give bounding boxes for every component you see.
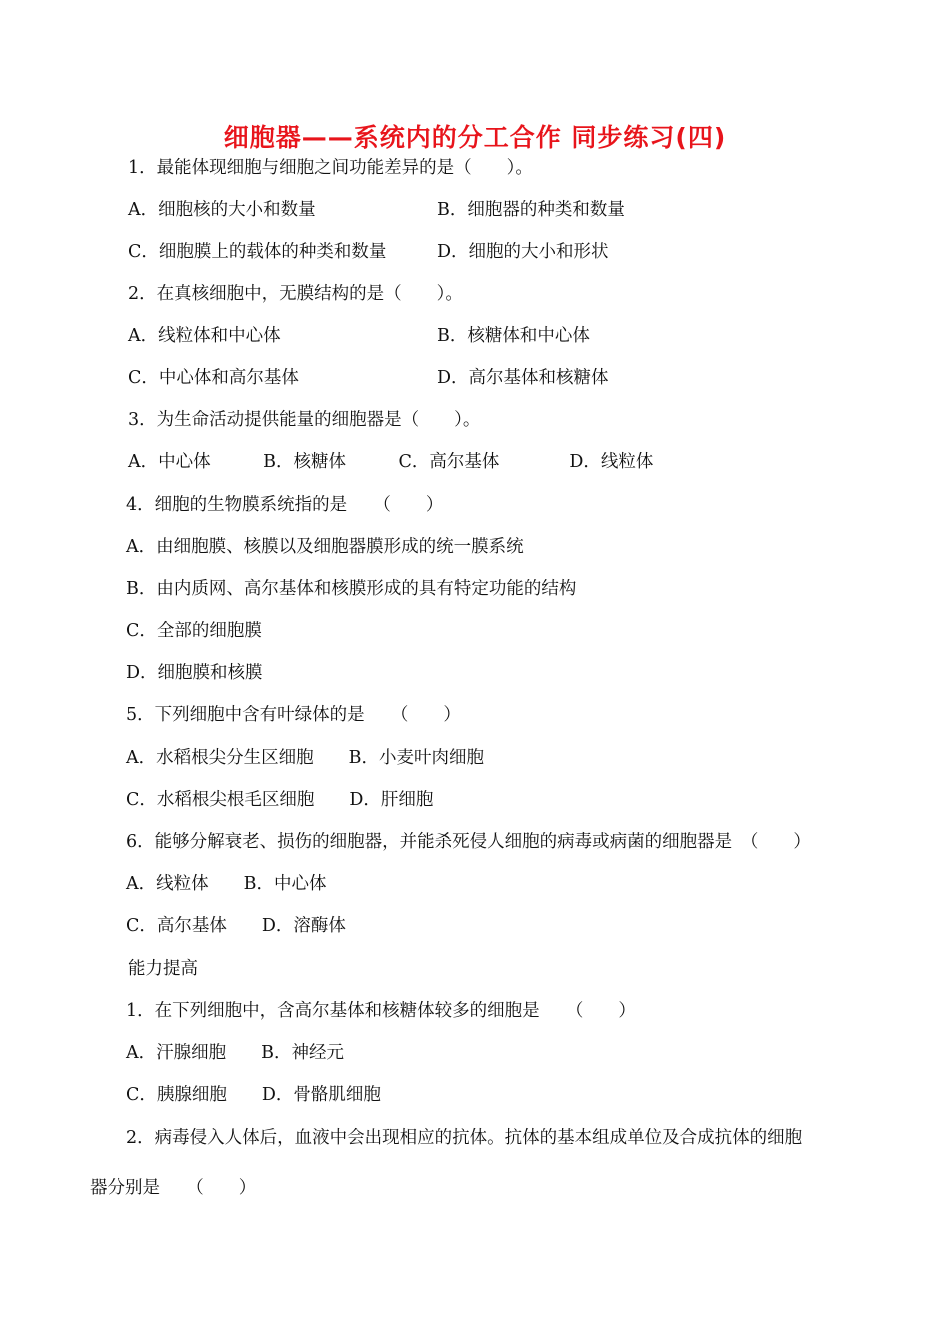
advanced-question-2-continued: 器分别是 （ ）: [90, 1178, 257, 1198]
question-3: 3．为生命活动提供能量的细胞器是（ ）。: [128, 410, 481, 430]
option-4d: D．细胞膜和核膜: [126, 663, 263, 683]
option-2a: A．线粒体和中心体: [128, 326, 281, 346]
option-2d: D．高尔基体和核糖体: [437, 368, 609, 388]
option-4b: B．由内质网、高尔基体和核膜形成的具有特定功能的结构: [126, 579, 577, 599]
question-1: 1．最能体现细胞与细胞之间功能差异的是（ ）。: [128, 158, 533, 178]
option-1a: A．细胞核的大小和数量: [128, 200, 316, 220]
section-heading: 能力提高: [128, 959, 198, 979]
options-6ab: A．线粒体 B．中心体: [126, 874, 327, 894]
question-6: 6．能够分解衰老、损伤的细胞器，并能杀死侵人细胞的病毒或病菌的细胞器是 （ ）: [126, 832, 811, 852]
options-5ab: A．水稻根尖分生区细胞 B．小麦叶肉细胞: [126, 748, 484, 768]
page-title: 细胞器——系统内的分工合作 同步练习(四): [223, 123, 727, 152]
option-1c: C．细胞膜上的载体的种类和数量: [128, 242, 387, 262]
question-2: 2．在真核细胞中，无膜结构的是（ ）。: [128, 284, 463, 304]
option-1d: D．细胞的大小和形状: [437, 242, 609, 262]
options-5cd: C．水稻根尖根毛区细胞 D．肝细胞: [126, 790, 434, 810]
advanced-question-1: 1．在下列细胞中，含高尔基体和核糖体较多的细胞是 （ ）: [126, 1001, 636, 1021]
advanced-options-1ab: A．汗腺细胞 B．神经元: [126, 1043, 344, 1063]
advanced-options-1cd: C．胰腺细胞 D．骨骼肌细胞: [126, 1085, 381, 1105]
options-6cd: C．高尔基体 D．溶酶体: [126, 916, 346, 936]
option-2b: B．核糖体和中心体: [437, 326, 590, 346]
option-4c: C．全部的细胞膜: [126, 621, 262, 641]
option-1b: B．细胞器的种类和数量: [437, 200, 625, 220]
options-3: A．中心体 B．核糖体 C．高尔基体 D．线粒体: [128, 452, 654, 472]
question-5: 5．下列细胞中含有叶绿体的是 （ ）: [126, 705, 461, 725]
option-4a: A．由细胞膜、核膜以及细胞器膜形成的统一膜系统: [126, 537, 524, 557]
option-2c: C．中心体和高尔基体: [128, 368, 299, 388]
question-4: 4．细胞的生物膜系统指的是 （ ）: [126, 495, 444, 515]
advanced-question-2: 2．病毒侵入人体后，血液中会出现相应的抗体。抗体的基本组成单位及合成抗体的细胞: [126, 1128, 803, 1148]
